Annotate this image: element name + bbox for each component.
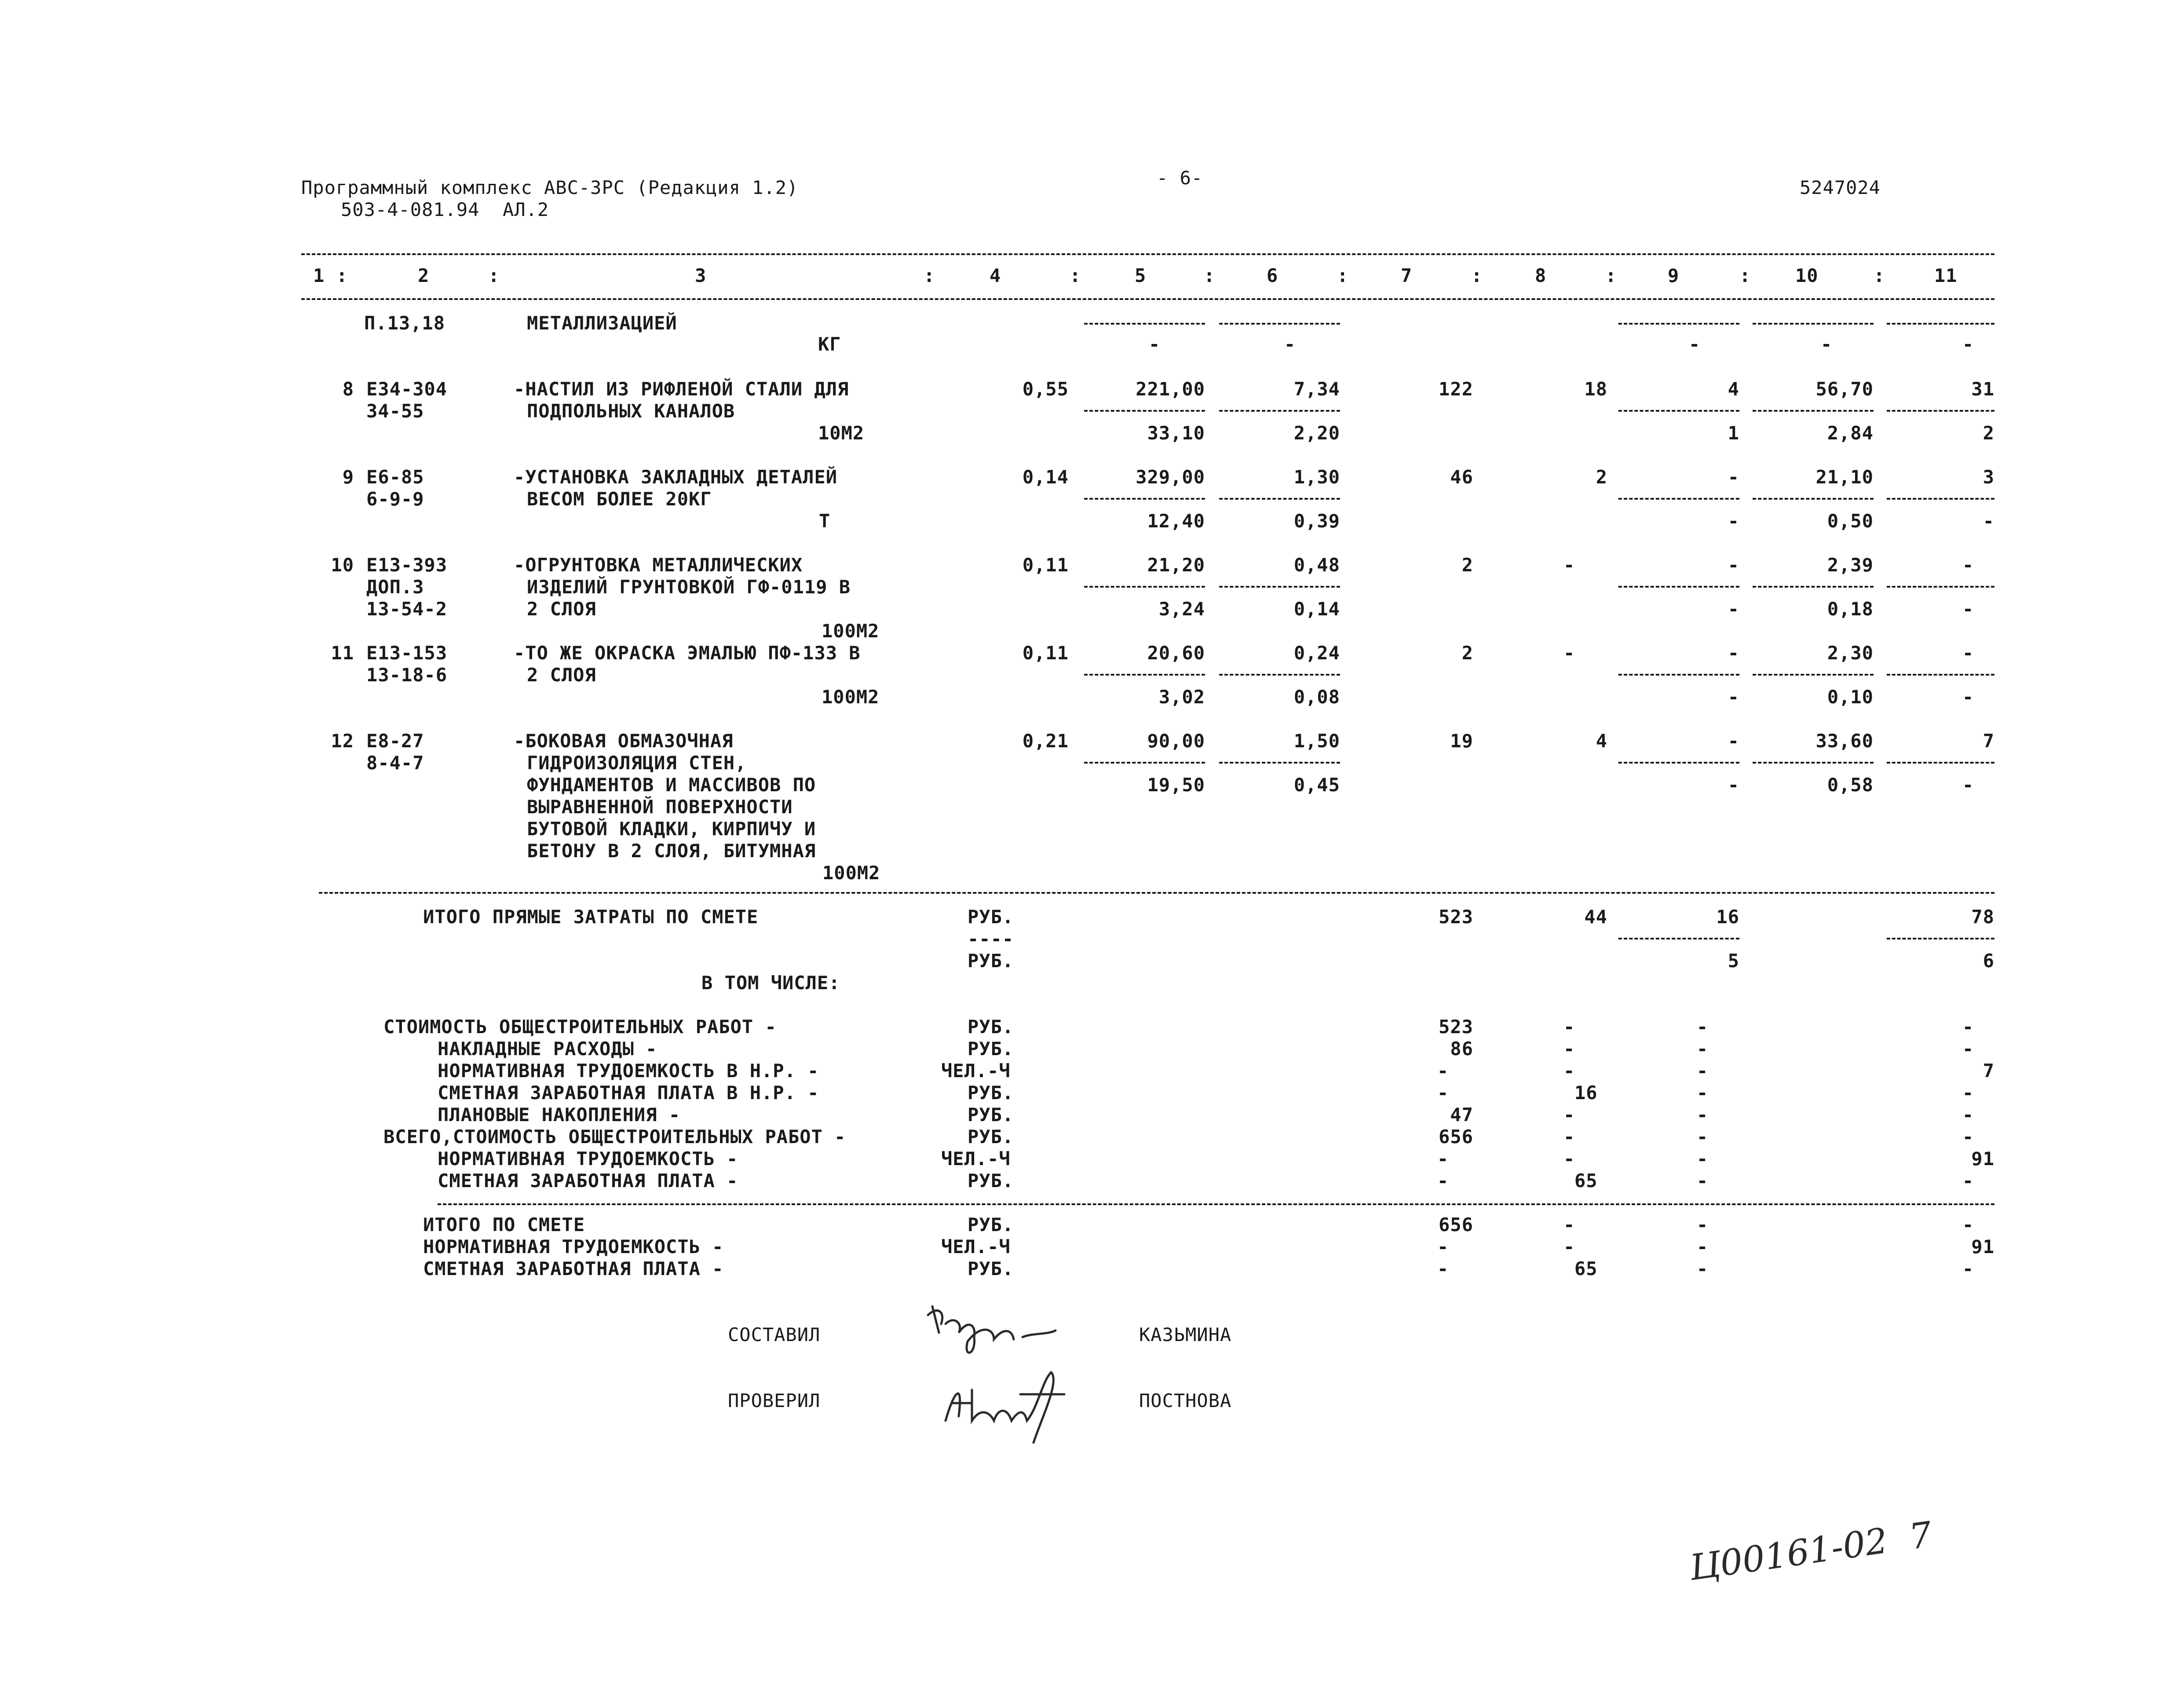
total-direct-label: ИТОГО ПРЯМЫЕ ЗАТРАТЫ ПО СМЕТЕ xyxy=(423,906,759,928)
row-number: 11 xyxy=(331,642,354,664)
list-item-label: НОРМАТИВНАЯ ТРУДОЕМКОСТЬ - xyxy=(438,1148,738,1170)
row-name: ГИДРОИЗОЛЯЦИЯ СТЕН, xyxy=(527,752,747,774)
row-code: Е34-304 xyxy=(366,378,448,400)
row-name: -ОГРУНТОВКА МЕТАЛЛИЧЕСКИХ xyxy=(514,554,803,576)
cell-col11: - xyxy=(1962,333,1974,355)
header-rule-top xyxy=(301,253,1994,255)
cell-col8: - xyxy=(1563,1104,1575,1126)
cell-col4: 0,21 xyxy=(1022,730,1069,752)
fraction-line xyxy=(1084,674,1205,676)
cell-col9: 16 xyxy=(1716,906,1739,928)
including-label: В ТОМ ЧИСЛЕ: xyxy=(701,972,840,994)
row-code: 6-9-9 xyxy=(366,488,424,510)
cell-col4: 0,14 xyxy=(1022,466,1069,488)
cell-col11: 78 xyxy=(1971,906,1994,928)
row-name: -БОКОВАЯ ОБМАЗОЧНАЯ xyxy=(514,730,734,752)
cell-col9: - xyxy=(1697,1148,1709,1170)
fraction-line xyxy=(1219,586,1340,588)
fraction-line xyxy=(1618,762,1739,764)
col-sep: : xyxy=(924,265,935,286)
row-name: -УСТАНОВКА ЗАКЛАДНЫХ ДЕТАЛЕЙ xyxy=(514,466,838,488)
row-number: 12 xyxy=(331,730,354,752)
cell-col10: 0,10 xyxy=(1827,686,1874,708)
cell-col5: 19,50 xyxy=(1147,774,1205,796)
row-name: ВЕСОМ БОЛЕЕ 20КГ xyxy=(527,488,712,510)
cell-col9: - xyxy=(1727,554,1739,576)
col-header-6: 6 xyxy=(1267,265,1278,286)
cell-col5: 221,00 xyxy=(1136,378,1205,400)
cell-col9: - xyxy=(1697,1082,1709,1104)
fraction-line xyxy=(1219,498,1340,500)
row-name: БУТОВОЙ КЛАДКИ, КИРПИЧУ И xyxy=(527,818,816,840)
cell-col8: 16 xyxy=(1574,1082,1598,1104)
cell-col9: - xyxy=(1697,1038,1709,1060)
col-header-10: 10 xyxy=(1795,265,1819,286)
list-item-unit: РУБ. xyxy=(968,1038,1014,1060)
cell-col5: 90,00 xyxy=(1147,730,1205,752)
row-code: П.13,18 xyxy=(364,312,446,334)
fraction-line xyxy=(1219,410,1340,412)
section-rule xyxy=(438,1203,1994,1205)
cell-col7: - xyxy=(1437,1060,1449,1082)
cell-col8: - xyxy=(1563,1214,1575,1235)
col-sep: : xyxy=(488,265,500,286)
fraction-line xyxy=(1618,498,1739,500)
row-name: БЕТОНУ В 2 СЛОЯ, БИТУМНАЯ xyxy=(527,840,816,862)
row-code: Е13-393 xyxy=(366,554,448,576)
fraction-line xyxy=(1084,410,1205,412)
fraction-line xyxy=(1618,938,1739,939)
cell-col7: - xyxy=(1437,1170,1449,1192)
cell-col5: - xyxy=(1149,333,1161,355)
cell-col6: 0,14 xyxy=(1293,598,1340,620)
cell-col4: 0,11 xyxy=(1022,554,1069,576)
cell-col11: 7 xyxy=(1983,1060,1994,1082)
project-code: 503-4-081.94 АЛ.2 xyxy=(341,199,549,220)
cell-col8: - xyxy=(1563,554,1575,576)
cell-col11: 91 xyxy=(1971,1148,1994,1170)
cell-col6: 2,20 xyxy=(1293,422,1340,444)
fraction-line xyxy=(1887,762,1994,764)
fraction-line xyxy=(1887,586,1994,588)
cell-col8: - xyxy=(1563,1038,1575,1060)
handwritten-note: Ц00161-02 7 xyxy=(1687,1513,1935,1589)
cell-col6: 7,34 xyxy=(1293,378,1340,400)
cell-col7: 656 xyxy=(1439,1126,1473,1148)
cell-col10: - xyxy=(1821,333,1833,355)
row-name: ВЫРАВНЕННОЙ ПОВЕРХНОСТИ xyxy=(527,796,793,818)
row-name: МЕТАЛЛИЗАЦИЕЙ xyxy=(527,312,677,334)
cell-col10: 21,10 xyxy=(1815,466,1874,488)
cell-col9: - xyxy=(1689,333,1701,355)
fraction-line xyxy=(1753,410,1874,412)
cell-col7: 2 xyxy=(1461,642,1473,664)
cell-col5: 21,20 xyxy=(1147,554,1205,576)
cell-col9: - xyxy=(1727,510,1739,532)
cell-col11: - xyxy=(1962,1104,1974,1126)
cell-col5: 20,60 xyxy=(1147,642,1205,664)
checked-signature xyxy=(932,1363,1082,1451)
cell-col11: 3 xyxy=(1983,466,1994,488)
cell-col7: 523 xyxy=(1439,906,1473,928)
row-code: Е6-85 xyxy=(366,466,424,488)
col-sep: : xyxy=(1471,265,1483,286)
col-header-1: 1 : xyxy=(313,265,348,286)
cell-col7: 47 xyxy=(1450,1104,1473,1126)
fraction-line xyxy=(1084,498,1205,500)
col-header-3: 3 xyxy=(695,265,707,286)
section-rule xyxy=(319,892,1994,894)
cell-col9: - xyxy=(1727,730,1739,752)
cell-col8: 65 xyxy=(1574,1258,1598,1279)
cell-col6: 0,45 xyxy=(1293,774,1340,796)
row-unit: 10М2 xyxy=(818,422,865,444)
cell-col10: 2,39 xyxy=(1827,554,1874,576)
composed-label: СОСТАВИЛ xyxy=(728,1324,821,1345)
list-item-label: НАКЛАДНЫЕ РАСХОДЫ - xyxy=(438,1038,657,1060)
cell-col11: - xyxy=(1962,1214,1974,1235)
row-number: 10 xyxy=(331,554,354,576)
cell-col6: 1,30 xyxy=(1293,466,1340,488)
cell-col9: 5 xyxy=(1727,950,1739,972)
row-number: 9 xyxy=(342,466,354,488)
cell-col8: - xyxy=(1563,1016,1575,1038)
fraction-line xyxy=(1618,586,1739,588)
cell-col7: 86 xyxy=(1450,1038,1473,1060)
cell-col8: - xyxy=(1563,642,1575,664)
row-name: -НАСТИЛ ИЗ РИФЛЕНОЙ СТАЛИ ДЛЯ xyxy=(514,378,849,400)
cell-col11: 91 xyxy=(1971,1236,1994,1257)
list-item-label: СМЕТНАЯ ЗАРАБОТНАЯ ПЛАТА В Н.Р. - xyxy=(438,1082,819,1104)
checked-label: ПРОВЕРИЛ xyxy=(728,1390,821,1411)
cell-col5: 3,02 xyxy=(1158,686,1205,708)
cell-col9: - xyxy=(1727,598,1739,620)
cell-col7: 19 xyxy=(1450,730,1473,752)
cell-col5: 329,00 xyxy=(1136,466,1205,488)
cell-col8: 4 xyxy=(1596,730,1607,752)
fraction-line xyxy=(1887,674,1994,676)
cell-col9: 4 xyxy=(1727,378,1739,400)
cell-col9: 1 xyxy=(1727,422,1739,444)
cell-col11: 2 xyxy=(1983,422,1994,444)
cell-col9: - xyxy=(1697,1214,1709,1235)
cell-col11: - xyxy=(1962,1170,1974,1192)
cell-col7: 46 xyxy=(1450,466,1473,488)
cell-col5: 33,10 xyxy=(1147,422,1205,444)
fraction-line xyxy=(1887,938,1994,939)
fraction-line xyxy=(1219,323,1340,325)
cell-col6: 0,48 xyxy=(1293,554,1340,576)
fraction-line xyxy=(1753,762,1874,764)
cell-col11: 6 xyxy=(1983,950,1994,972)
cell-col9: - xyxy=(1727,466,1739,488)
cell-col11: 31 xyxy=(1971,378,1994,400)
composed-signature xyxy=(919,1298,1064,1363)
row-name: 2 СЛОЯ xyxy=(527,598,596,620)
fraction-line xyxy=(1887,323,1994,325)
cell-col11: - xyxy=(1962,598,1974,620)
list-item-unit: РУБ. xyxy=(968,1214,1014,1235)
cell-col10: 56,70 xyxy=(1815,378,1874,400)
list-item-unit: РУБ. xyxy=(968,1126,1014,1148)
col-sep: : xyxy=(1874,265,1885,286)
col-sep: : xyxy=(1070,265,1081,286)
cell-col11: - xyxy=(1962,554,1974,576)
col-header-4: 4 xyxy=(990,265,1001,286)
list-item-label: ИТОГО ПО СМЕТЕ xyxy=(423,1214,585,1235)
fraction-line xyxy=(1618,674,1739,676)
cell-col10: 2,30 xyxy=(1827,642,1874,664)
list-item-unit: РУБ. xyxy=(968,1170,1014,1192)
cell-col7: - xyxy=(1437,1236,1449,1257)
composed-name: КАЗЬМИНА xyxy=(1139,1324,1232,1345)
cell-col9: - xyxy=(1727,686,1739,708)
cell-col6: 0,24 xyxy=(1293,642,1340,664)
fraction-line xyxy=(1753,586,1874,588)
checked-name: ПОСТНОВА xyxy=(1139,1390,1232,1411)
cell-col11: - xyxy=(1962,1016,1974,1038)
cell-col11: - xyxy=(1962,686,1974,708)
list-item-label: СТОИМОСТЬ ОБЩЕСТРОИТЕЛЬНЫХ РАБОТ - xyxy=(383,1016,777,1038)
col-header-7: 7 xyxy=(1401,265,1413,286)
row-unit: Т xyxy=(819,510,831,532)
row-code: 13-18-6 xyxy=(366,664,448,686)
col-sep: : xyxy=(1739,265,1751,286)
cell-col8: 18 xyxy=(1584,378,1607,400)
cell-col10: 0,58 xyxy=(1827,774,1874,796)
row-name: ИЗДЕЛИЙ ГРУНТОВКОЙ ГФ-0119 В xyxy=(527,576,851,598)
row-name: 2 СЛОЯ xyxy=(527,664,596,686)
cell-col5: 12,40 xyxy=(1147,510,1205,532)
col-sep: : xyxy=(1605,265,1617,286)
cell-col11: - xyxy=(1962,774,1974,796)
col-sep: : xyxy=(1204,265,1216,286)
cell-col11: - xyxy=(1962,1038,1974,1060)
cell-col7: 656 xyxy=(1439,1214,1473,1235)
cell-col4: 0,55 xyxy=(1022,378,1069,400)
cell-col9: - xyxy=(1697,1126,1709,1148)
cell-col6: 0,08 xyxy=(1293,686,1340,708)
row-unit: 100М2 xyxy=(822,620,880,642)
cell-col8: 2 xyxy=(1596,466,1607,488)
total-direct-unit: РУБ. xyxy=(968,950,1014,972)
fraction-line xyxy=(1084,586,1205,588)
col-header-11: 11 xyxy=(1934,265,1958,286)
row-number: 8 xyxy=(342,378,354,400)
cell-col6: 0,39 xyxy=(1293,510,1340,532)
cell-col6: 1,50 xyxy=(1293,730,1340,752)
row-unit: 100М2 xyxy=(822,686,880,708)
row-code: 8-4-7 xyxy=(366,752,424,774)
row-code: 34-55 xyxy=(366,400,424,422)
header-rule-bottom xyxy=(301,298,1994,300)
cell-col7: - xyxy=(1437,1082,1449,1104)
cell-col7: 122 xyxy=(1439,378,1473,400)
fraction-line xyxy=(1753,498,1874,500)
fraction-line xyxy=(1618,410,1739,412)
cell-col10: 33,60 xyxy=(1815,730,1874,752)
page-number: - 6- xyxy=(1157,167,1203,189)
list-item-unit: ЧЕЛ.-Ч xyxy=(941,1060,1011,1082)
row-name: -ТО ЖЕ ОКРАСКА ЭМАЛЬЮ ПФ-133 В xyxy=(514,642,861,664)
cell-col11: - xyxy=(1962,1082,1974,1104)
cell-col11: - xyxy=(1962,1258,1974,1279)
cell-col8: - xyxy=(1563,1236,1575,1257)
fraction-line xyxy=(1753,674,1874,676)
list-item-unit: РУБ. xyxy=(968,1082,1014,1104)
list-item-unit: ЧЕЛ.-Ч xyxy=(941,1236,1011,1257)
list-item-unit: РУБ. xyxy=(968,1104,1014,1126)
list-item-label: СМЕТНАЯ ЗАРАБОТНАЯ ПЛАТА - xyxy=(438,1170,738,1192)
col-header-8: 8 xyxy=(1535,265,1547,286)
cell-col8: 44 xyxy=(1584,906,1607,928)
fraction-line xyxy=(1753,323,1874,325)
list-item-label: ВСЕГО,СТОИМОСТЬ ОБЩЕСТРОИТЕЛЬНЫХ РАБОТ - xyxy=(383,1126,846,1148)
col-header-2: 2 xyxy=(418,265,430,286)
cell-col9: - xyxy=(1697,1170,1709,1192)
cell-col11: - xyxy=(1962,642,1974,664)
cell-col11: - xyxy=(1983,510,1994,532)
list-item-label: СМЕТНАЯ ЗАРАБОТНАЯ ПЛАТА - xyxy=(423,1258,724,1279)
cell-col9: - xyxy=(1697,1236,1709,1257)
col-header-5: 5 xyxy=(1135,265,1147,286)
row-code: Е8-27 xyxy=(366,730,424,752)
program-title: Программный комплекс АВС-3РС (Редакция 1.2) xyxy=(301,177,799,198)
list-item-unit: РУБ. xyxy=(968,1016,1014,1038)
document-number: 5247024 xyxy=(1800,177,1881,198)
cell-col9: - xyxy=(1697,1104,1709,1126)
col-sep: : xyxy=(1337,265,1349,286)
list-item-label: ПЛАНОВЫЕ НАКОПЛЕНИЯ - xyxy=(438,1104,681,1126)
list-item-label: НОРМАТИВНАЯ ТРУДОЕМКОСТЬ В Н.Р. - xyxy=(438,1060,819,1082)
cell-col11: - xyxy=(1962,1126,1974,1148)
cell-col10: 0,18 xyxy=(1827,598,1874,620)
row-code: 13-54-2 xyxy=(366,598,448,620)
row-unit: 100М2 xyxy=(822,862,880,884)
cell-col7: - xyxy=(1437,1258,1449,1279)
cell-col8: 65 xyxy=(1574,1170,1598,1192)
cell-col9: - xyxy=(1697,1060,1709,1082)
fraction-line xyxy=(1887,410,1994,412)
cell-col7: 523 xyxy=(1439,1016,1473,1038)
cell-col10: 2,84 xyxy=(1827,422,1874,444)
list-item-unit: ЧЕЛ.-Ч xyxy=(941,1148,1011,1170)
cell-col5: 3,24 xyxy=(1158,598,1205,620)
col-header-9: 9 xyxy=(1668,265,1680,286)
cell-col11: 7 xyxy=(1983,730,1994,752)
row-unit: КГ xyxy=(818,333,841,355)
cell-col9: - xyxy=(1697,1258,1709,1279)
row-code: Е13-153 xyxy=(366,642,448,664)
cell-col6: - xyxy=(1284,333,1296,355)
cell-col9: - xyxy=(1697,1016,1709,1038)
fraction-line xyxy=(1887,498,1994,500)
list-item-label: НОРМАТИВНАЯ ТРУДОЕМКОСТЬ - xyxy=(423,1236,724,1257)
cell-col8: - xyxy=(1563,1060,1575,1082)
total-direct-unit-dash: ---- xyxy=(968,928,1014,950)
row-name: ФУНДАМЕНТОВ И МАССИВОВ ПО xyxy=(527,774,816,796)
row-code: ДОП.3 xyxy=(366,576,424,598)
cell-col7: 2 xyxy=(1461,554,1473,576)
list-item-unit: РУБ. xyxy=(968,1258,1014,1279)
cell-col8: - xyxy=(1563,1126,1575,1148)
cell-col7: - xyxy=(1437,1148,1449,1170)
fraction-line xyxy=(1084,762,1205,764)
total-direct-unit: РУБ. xyxy=(968,906,1014,928)
cell-col4: 0,11 xyxy=(1022,642,1069,664)
fraction-line xyxy=(1618,323,1739,325)
fraction-line xyxy=(1084,323,1205,325)
cell-col9: - xyxy=(1727,774,1739,796)
cell-col8: - xyxy=(1563,1148,1575,1170)
cell-col9: - xyxy=(1727,642,1739,664)
fraction-line xyxy=(1219,762,1340,764)
fraction-line xyxy=(1219,674,1340,676)
row-name: ПОДПОЛЬНЫХ КАНАЛОВ xyxy=(527,400,735,422)
cell-col10: 0,50 xyxy=(1827,510,1874,532)
